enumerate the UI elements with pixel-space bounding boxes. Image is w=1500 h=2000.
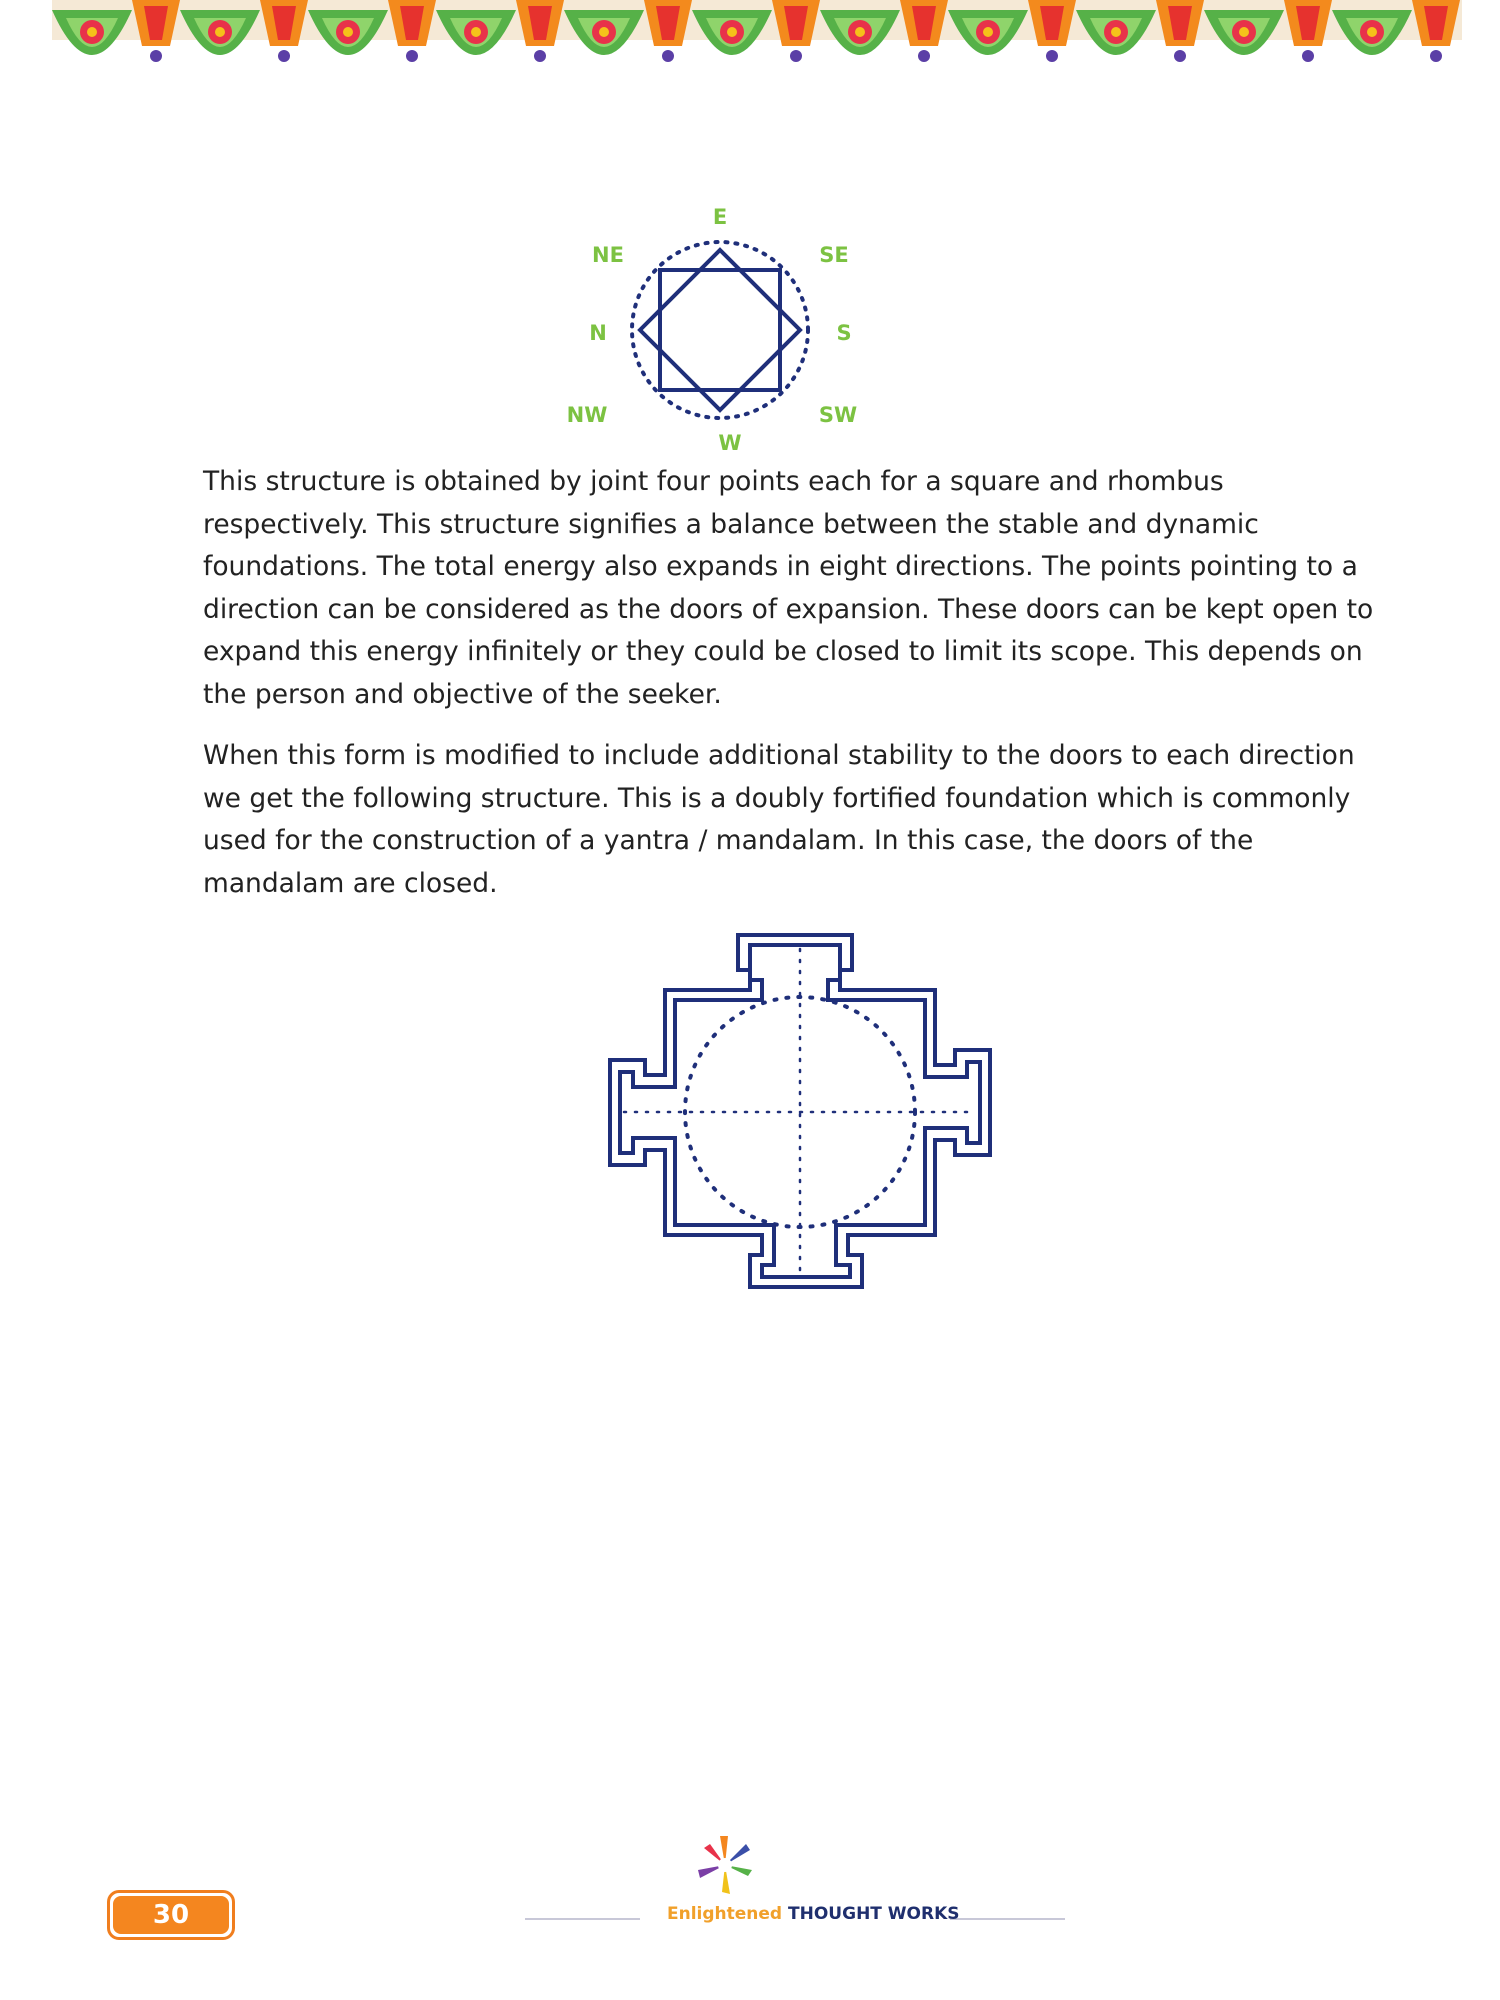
hands-logo-icon <box>690 1830 760 1900</box>
label-sw: SW <box>818 403 858 427</box>
logo-word-enlightened: Enlightened <box>667 1904 783 1924</box>
paragraph-structure-description: This structure is obtained by joint four points each for a square and rhombus respectively. This structure signifies a balance between the stable and dynamic foundations. The total energy also expands in eight directions. The points pointing to a direction can be considered as the doors of expansion. These doors can be kept open to expand this energy infinitely or they could be closed to limit its scope. This depends on the person and objective of the seeker. <box>203 466 1374 710</box>
label-ne: NE <box>592 243 624 267</box>
square-shape <box>660 270 780 390</box>
footer-rule-left <box>525 1918 640 1920</box>
label-se: SE <box>819 243 849 267</box>
mandala-yantra-diagram <box>590 925 1010 1325</box>
compass-diagram <box>540 200 960 470</box>
decorative-leaf-border <box>52 0 1462 96</box>
rhombus-shape <box>640 250 800 410</box>
page-number: 30 <box>113 1896 229 1934</box>
publisher-logo-text <box>667 1904 960 1924</box>
label-w: W <box>718 431 742 455</box>
label-nw: NW <box>566 403 608 427</box>
logo-word-thought-works: THOUGHT WORKS <box>788 1904 960 1924</box>
label-n: N <box>589 321 607 345</box>
label-s: S <box>836 321 852 345</box>
page-number-badge <box>107 1890 235 1940</box>
label-e: E <box>712 205 728 229</box>
paragraph-mandalam-description: When this form is modified to include additional stability to the doors to each direction we get the following structure. This is a doubly fortified foundation which is commonly used for the construction of a yantra / mandalam. In this case, the doors of the mandalam are closed. <box>203 740 1355 899</box>
footer-rule-right <box>950 1918 1065 1920</box>
